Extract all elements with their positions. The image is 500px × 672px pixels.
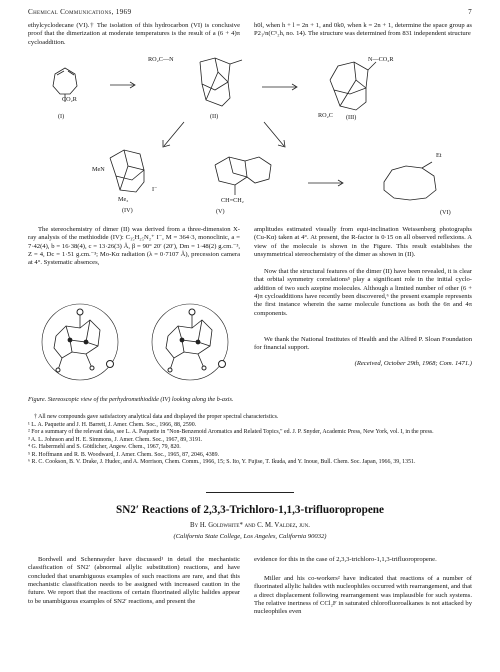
- stereoscopic-figure: [28, 300, 240, 388]
- structure-I: [40, 60, 90, 120]
- right-paragraph-amplitudes: amplitudes estimated visually from equi-inclination Weissenberg photographs (Cu-Kα) taken at 4°. At present, the R-factor is 0·15 on all observed reflexions. A view of the molecule is shown in the Figure. This result establishes the unsymmetrical stereochemistry of the dimer as shown in (II).: [254, 226, 472, 259]
- page-number: 7: [468, 8, 472, 16]
- structure-III-ester: RO₂C: [318, 112, 333, 119]
- structure-III-label: (III): [346, 114, 357, 121]
- footnote-dagger: † All new compounds gave satisfactory analytical data and displayed the proper spectral characteristics.: [34, 414, 279, 420]
- footnote-6: ⁶ R. C. Cookson, B. V. Drake, J. Hudec, and A. Morrison, Chem. Comm., 1966, 15; S. Ito, Y. Fujise, T. Ikuda, and Y. Inoue, Bull. Chem. Soc. Japan, 1966, 39, 1351.: [28, 459, 416, 465]
- structure-I-substituent: CO₂R: [62, 96, 77, 103]
- left-paragraph-stereochemistry: The stereochemistry of dimer (II) was derived from a three-dimension X-ray analysis of the methiodide (IV): C₁₅H₂₅N₂⁺ I⁻, M = 364·3, monoclinic, a = 7·42(4), b = 16·38(4), c = 13·26(3) Å, β = 90° 20′ (20′), Dm = 1·48(2) g.cm.⁻³, Z = 4, Dc = 1·51 g.cm.⁻³; Mo-Kα radiation (λ = 0·7107 Å), precession camera at 4°. Systematic absences,: [28, 226, 240, 267]
- structure-V-label: (V): [216, 208, 225, 215]
- structure-IV-iodide: I⁻: [152, 186, 158, 193]
- reaction-arrow-5: [308, 178, 348, 188]
- article-left-paragraph: Bordwell and Schennayder have discussed¹ in detail the mechanistic classification of SN2′ (abnormal allylic substitution) reactions, and have concluded that unambiguous examples of such reactions are rare, and that this mechanistic classification needs to be assigned with increased caution in the future. We report that the reactions of certain fluorinated allylic halides appear to be unambiguous examples of SN2′ reactions, and present the: [28, 556, 240, 605]
- structure-V: [205, 145, 285, 200]
- article-right-paragraph-2: Miller and his co-workers² have indicated that reactions of a number of fluorinated allylic halides with nucleophiles occurred with rearrangement, and that a direct displacement following rearrangement was implausible for such systems. The relative inertness of CCl₂F in saturated chlorofluoroalkanes is not attacked by nucleophiles even: [254, 575, 472, 616]
- structure-II: [170, 50, 260, 120]
- structure-V-vinyl: CH=CH₂: [221, 197, 244, 204]
- footnote-3: ³ A. L. Johnson and H. E. Simmons, J. Amer. Chem. Soc., 1967, 89, 3191.: [28, 436, 203, 443]
- article-separator: [206, 492, 294, 493]
- acknowledgement-paragraph: We thank the National Institutes of Health and the Alfred P. Sloan Foundation for financial support.: [254, 336, 472, 352]
- journal-header: Chemical Communications, 1969: [28, 8, 132, 16]
- footnote-2: ² For a summary of the relevant data, see L. A. Paquette in "Non-Benzenoid Aromatics and Related Topics," ed. J. P. Snyder, Academic Press, New York, vol. I, in the press.: [28, 429, 434, 435]
- structure-III-substituent: N—CO₂R: [368, 56, 394, 63]
- structure-IV-label: (IV): [122, 207, 133, 214]
- structure-VI-label: (VI): [440, 209, 451, 216]
- article-title: SN2′ Reactions of 2,3,3-Trichloro-1,1,3-trifluoropropene: [116, 504, 384, 516]
- reaction-arrow-2: [262, 82, 302, 92]
- structure-II-label: (II): [210, 113, 219, 120]
- figure-caption: Figure. Stereoscopic view of the perhydromethiodide (IV) looking along the b-axis.: [28, 396, 234, 403]
- footnote-4: ⁴ G. Habermehl and S. Göttlicher, Angew. Chem., 1967, 79, 820.: [28, 444, 181, 450]
- article-authors: By H. Goldwhite* and C. M. Valdez, jun.: [190, 522, 310, 529]
- top-left-paragraph: ethylcyclodecane (VI).† The isolation of this hydrocarbon (VI) is conclusive proof that the dimerization at moderate temperatures is the result of a (6 + 4)π cycloaddition.: [28, 22, 240, 46]
- stereo-view-right: [152, 304, 228, 380]
- article-right-paragraph-1: evidence for this in the case of 2,3,3-trichloro-1,1,3-trifluoropropene.: [254, 556, 437, 563]
- right-paragraph-structural-features: Now that the structural features of the dimer (II) have been revealed, it is clear that orbital symmetry correlations⁵ play a significant role in the initial cyclo-addition of two such azepine molecules. Although a limited number of other (6 + 4)π cycloadditions have recently been discovered,⁶ the present example represents the first instance wherein the same molecule functions as both the 6π and 4π components.: [254, 268, 472, 317]
- footnote-1: ¹ L. A. Paquette and J. H. Barrett, J. Amer. Chem. Soc., 1966, 88, 2590.: [28, 421, 197, 428]
- footnotes: [28, 414, 472, 467]
- structure-VI: [376, 160, 456, 205]
- structure-I-label: (I): [58, 113, 65, 120]
- structure-IV-methylamine: MeN: [92, 166, 105, 173]
- structure-IV-dimethyl: Me₂: [118, 196, 129, 203]
- stereo-view-left: [42, 304, 118, 380]
- structure-VI-ethyl: Et: [436, 152, 442, 159]
- reaction-arrow-1: [110, 80, 140, 90]
- received-date: (Received, October 29th, 1968; Com. 1471.): [354, 360, 472, 367]
- structure-II-substituent: RO₂C—N: [148, 56, 174, 63]
- top-right-paragraph: h0l, when h + l = 2n + 1, and 0k0, when k = 2n + 1, determine the space group as P2₁/n(C⁵₂h, no. 14). The structure was determined from 831 independent structure: [254, 22, 472, 38]
- article-affiliation: (California State College, Los Angeles, California 90032): [173, 533, 327, 540]
- footnote-5: ⁵ R. Hoffmann and R. B. Woodward, J. Amer. Chem. Soc., 1965, 87, 2046, 4389.: [28, 451, 219, 458]
